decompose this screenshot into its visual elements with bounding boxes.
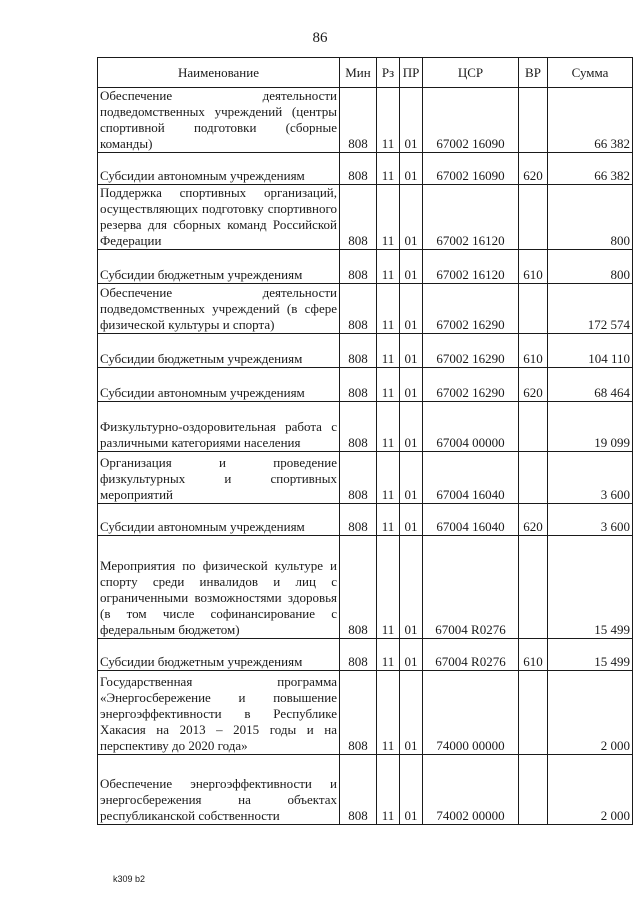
row-pr: 01: [400, 402, 423, 452]
row-csr: 67002 16290: [423, 284, 519, 334]
footer-code: k309 b2: [113, 874, 146, 884]
row-name: Организация и проведение физкультурных и спортивных мероприятий: [98, 452, 340, 504]
row-vr: [519, 284, 548, 334]
table-row: [98, 452, 633, 504]
row-min: 808: [340, 250, 377, 284]
row-sum: 104 110: [548, 334, 633, 368]
row-csr: 67004 16040: [423, 452, 519, 504]
row-sum: 3 600: [548, 504, 633, 536]
header-min: Мин: [340, 58, 377, 88]
table-row: [98, 671, 633, 755]
table-row: [98, 755, 633, 825]
row-name: Субсидии бюджетным учреждениям: [98, 250, 340, 284]
row-pr: 01: [400, 755, 423, 825]
row-min: 808: [340, 185, 377, 250]
row-vr: [519, 88, 548, 153]
row-rz: 11: [377, 639, 400, 671]
row-csr: 67002 16120: [423, 185, 519, 250]
table-row: [98, 368, 633, 402]
row-sum: 19 099: [548, 402, 633, 452]
header-sum: Сумма: [548, 58, 633, 88]
table-row: [98, 639, 633, 671]
row-csr: 74000 00000: [423, 671, 519, 755]
row-min: 808: [340, 402, 377, 452]
row-rz: 11: [377, 334, 400, 368]
row-vr: 620: [519, 504, 548, 536]
row-name: Субсидии автономным учреждениям: [98, 153, 340, 185]
row-name: Обеспечение деятельности подведомственных учреждений (центры спортивной подготовки (сборные команды): [98, 88, 340, 153]
row-csr: 67002 16090: [423, 88, 519, 153]
row-name: Обеспечение деятельности подведомственных учреждений (в сфере физической культуры и спорта): [98, 284, 340, 334]
row-min: 808: [340, 153, 377, 185]
row-pr: 01: [400, 504, 423, 536]
row-min: 808: [340, 334, 377, 368]
row-sum: 2 000: [548, 671, 633, 755]
table-row: [98, 504, 633, 536]
row-vr: 620: [519, 153, 548, 185]
row-rz: 11: [377, 536, 400, 639]
row-csr: 67002 16290: [423, 334, 519, 368]
row-sum: 15 499: [548, 639, 633, 671]
row-name: Поддержка спортивных организаций, осуществляющих подготовку спортивного резерва для сборных команд Российской Федерации: [98, 185, 340, 250]
row-rz: 11: [377, 88, 400, 153]
row-vr: [519, 402, 548, 452]
row-name: Обеспечение энергоэффективности и энергосбережения на объектах республиканской собственности: [98, 755, 340, 825]
row-rz: 11: [377, 402, 400, 452]
row-csr: 74002 00000: [423, 755, 519, 825]
table-row: [98, 250, 633, 284]
row-sum: 800: [548, 250, 633, 284]
row-rz: 11: [377, 755, 400, 825]
table-row: [98, 334, 633, 368]
row-csr: 67002 16120: [423, 250, 519, 284]
row-rz: 11: [377, 153, 400, 185]
row-min: 808: [340, 671, 377, 755]
row-min: 808: [340, 536, 377, 639]
row-pr: 01: [400, 153, 423, 185]
header-vr: ВР: [519, 58, 548, 88]
row-vr: 620: [519, 368, 548, 402]
row-sum: 66 382: [548, 88, 633, 153]
page-number: 86: [312, 30, 328, 46]
header-csr: ЦСР: [423, 58, 519, 88]
row-pr: 01: [400, 368, 423, 402]
row-name: Мероприятия по физической культуре и спорту среди инвалидов и лиц с ограниченными возможностями здоровья (в том числе софинансирование с федеральным бюджетом): [98, 536, 340, 639]
row-min: 808: [340, 504, 377, 536]
header-pr: ПР: [400, 58, 423, 88]
row-rz: 11: [377, 368, 400, 402]
header-name: Наименование: [98, 58, 340, 88]
row-csr: 67002 16090: [423, 153, 519, 185]
row-pr: 01: [400, 334, 423, 368]
table-row: [98, 153, 633, 185]
row-min: 808: [340, 368, 377, 402]
row-sum: 800: [548, 185, 633, 250]
row-rz: 11: [377, 185, 400, 250]
row-rz: 11: [377, 250, 400, 284]
row-pr: 01: [400, 639, 423, 671]
row-pr: 01: [400, 452, 423, 504]
row-sum: 3 600: [548, 452, 633, 504]
row-name: Государственная программа «Энергосбережение и повышение энергоэффективности в Республике Хакасия на 2013 – 2015 годы и на перспективу до 2020 года»: [98, 671, 340, 755]
row-rz: 11: [377, 671, 400, 755]
row-rz: 11: [377, 284, 400, 334]
row-vr: [519, 452, 548, 504]
row-min: 808: [340, 452, 377, 504]
row-rz: 11: [377, 504, 400, 536]
budget-table: [97, 57, 633, 825]
table-row: [98, 185, 633, 250]
row-sum: 68 464: [548, 368, 633, 402]
row-vr: [519, 185, 548, 250]
row-min: 808: [340, 88, 377, 153]
row-vr: [519, 671, 548, 755]
row-vr: 610: [519, 250, 548, 284]
row-name: Субсидии бюджетным учреждениям: [98, 334, 340, 368]
row-csr: 67004 00000: [423, 402, 519, 452]
row-pr: 01: [400, 185, 423, 250]
row-sum: 66 382: [548, 153, 633, 185]
row-vr: [519, 755, 548, 825]
table-row: [98, 402, 633, 452]
row-csr: 67004 16040: [423, 504, 519, 536]
row-pr: 01: [400, 250, 423, 284]
row-name: Субсидии бюджетным учреждениям: [98, 639, 340, 671]
row-pr: 01: [400, 536, 423, 639]
row-vr: [519, 536, 548, 639]
row-vr: 610: [519, 639, 548, 671]
row-csr: 67004 R0276: [423, 639, 519, 671]
row-vr: 610: [519, 334, 548, 368]
table-header-row: [98, 58, 633, 88]
table-row: [98, 284, 633, 334]
row-min: 808: [340, 755, 377, 825]
row-csr: 67004 R0276: [423, 536, 519, 639]
row-name: Субсидии автономным учреждениям: [98, 368, 340, 402]
row-csr: 67002 16290: [423, 368, 519, 402]
row-min: 808: [340, 284, 377, 334]
row-pr: 01: [400, 671, 423, 755]
row-name: Субсидии автономным учреждениям: [98, 504, 340, 536]
row-sum: 172 574: [548, 284, 633, 334]
row-pr: 01: [400, 284, 423, 334]
table-row: [98, 536, 633, 639]
row-rz: 11: [377, 452, 400, 504]
row-min: 808: [340, 639, 377, 671]
row-sum: 2 000: [548, 755, 633, 825]
row-name: Физкультурно-оздоровительная работа с различными категориями населения: [98, 402, 340, 452]
header-rz: Рз: [377, 58, 400, 88]
table-row: [98, 88, 633, 153]
row-pr: 01: [400, 88, 423, 153]
row-sum: 15 499: [548, 536, 633, 639]
